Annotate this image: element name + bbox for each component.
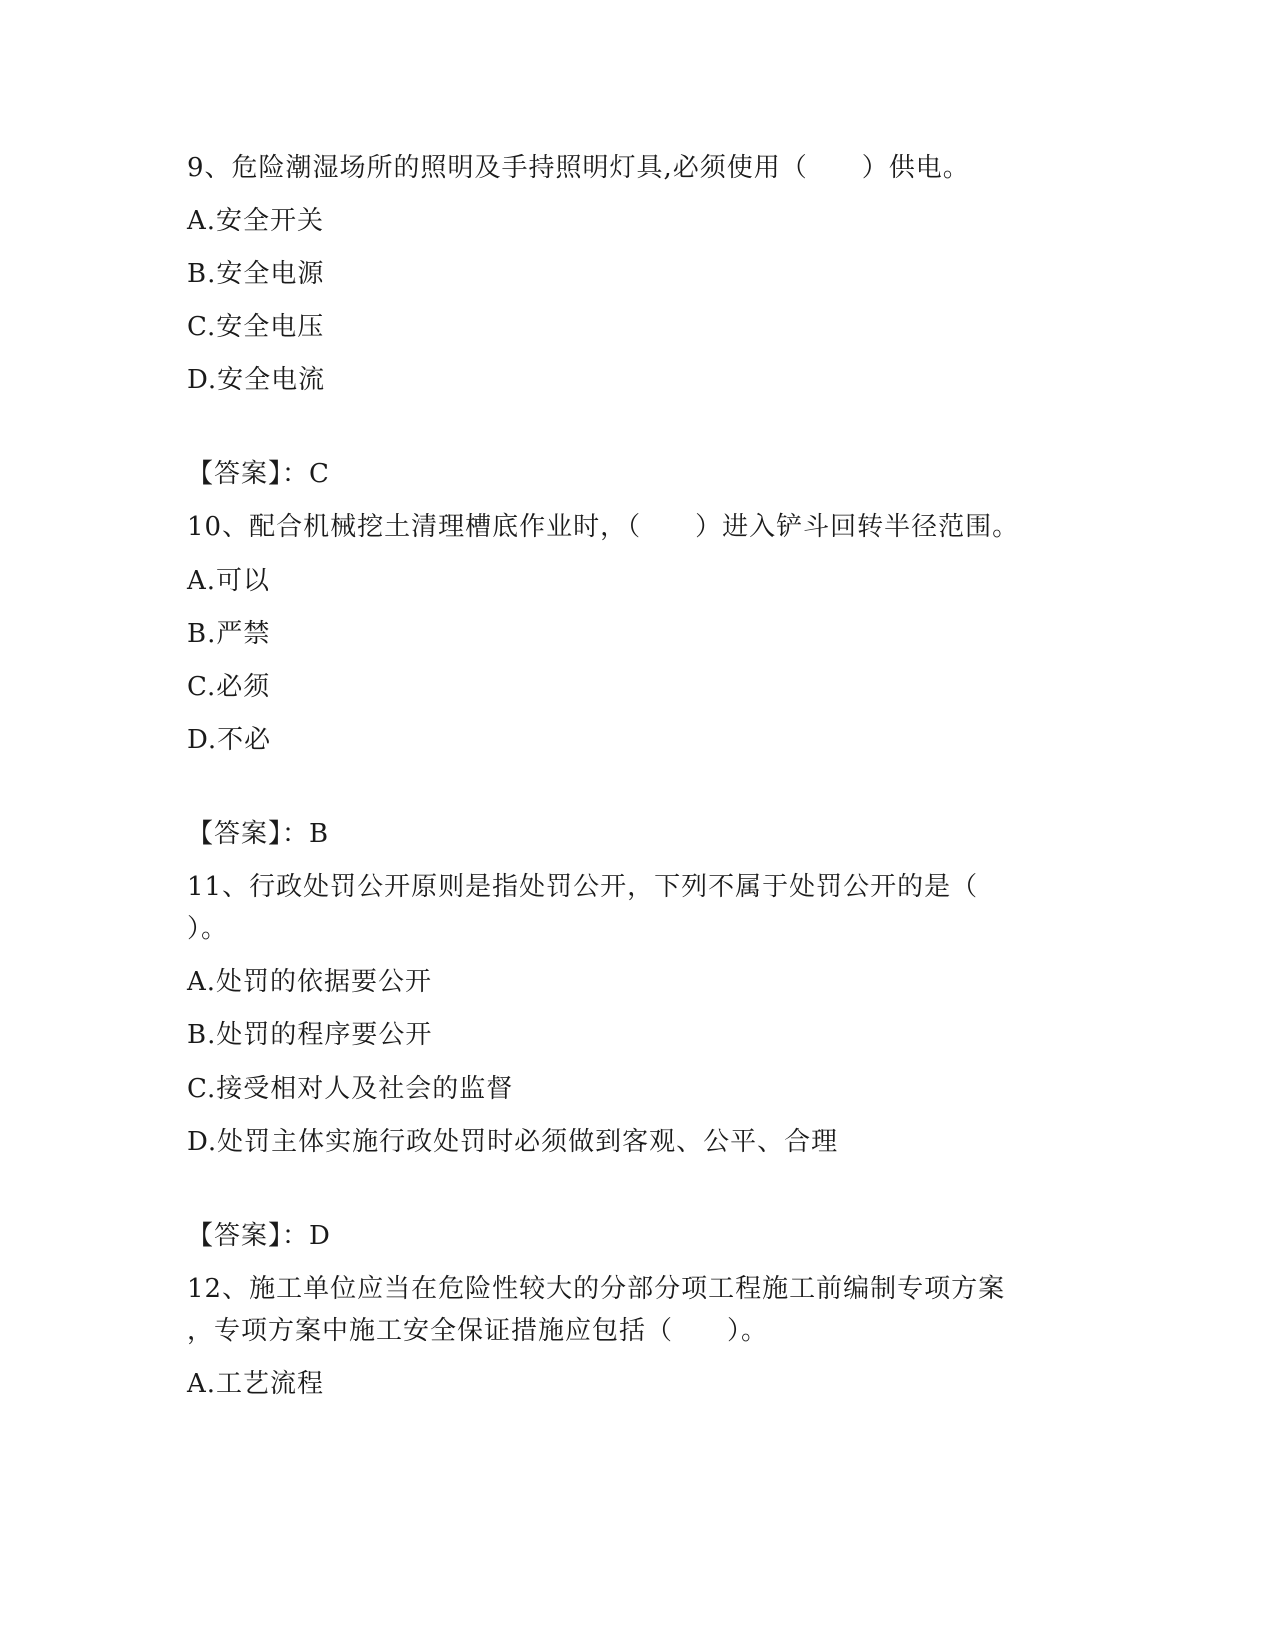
question-9-stem: 9、危险潮湿场所的照明及手持照明灯具,必须使用（ ）供电。 bbox=[187, 153, 970, 183]
question-9-option-b: B.安全电源 bbox=[187, 259, 325, 289]
question-9-answer: 【答案】：C bbox=[187, 459, 330, 489]
question-9-option-d: D.安全电流 bbox=[187, 365, 326, 395]
question-12-stem-line-1: 12、施工单位应当在危险性较大的分部分项工程施工前编制专项方案 bbox=[187, 1274, 1006, 1304]
question-11-option-c: C.接受相对人及社会的监督 bbox=[187, 1074, 514, 1104]
question-11-option-a: A.处罚的依据要公开 bbox=[187, 967, 433, 997]
question-9-option-a: A.安全开关 bbox=[187, 206, 325, 236]
question-9-option-c: C.安全电压 bbox=[187, 312, 325, 342]
question-11-answer: 【答案】：D bbox=[187, 1221, 331, 1251]
question-10-option-b: B.严禁 bbox=[187, 619, 271, 649]
question-10-option-c: C.必须 bbox=[187, 672, 271, 702]
question-11-option-b: B.处罚的程序要公开 bbox=[187, 1020, 433, 1050]
question-10-option-d: D.不必 bbox=[187, 725, 272, 755]
question-11-option-d: D.处罚主体实施行政处罚时必须做到客观、公平、合理 bbox=[187, 1127, 839, 1157]
question-11-stem-line-1: 11、行政处罚公开原则是指处罚公开，下列不属于处罚公开的是（ bbox=[187, 872, 979, 902]
question-10-stem: 10、配合机械挖土清理槽底作业时，（ ）进入铲斗回转半径范围。 bbox=[187, 512, 1020, 542]
question-11-stem-line-2: ）。 bbox=[187, 914, 229, 944]
question-12-stem-line-2: ，专项方案中施工安全保证措施应包括（ ）。 bbox=[187, 1316, 769, 1346]
question-12-option-a: A.工艺流程 bbox=[187, 1369, 325, 1399]
question-10-option-a: A.可以 bbox=[187, 566, 271, 596]
question-10-answer: 【答案】：B bbox=[187, 819, 330, 849]
